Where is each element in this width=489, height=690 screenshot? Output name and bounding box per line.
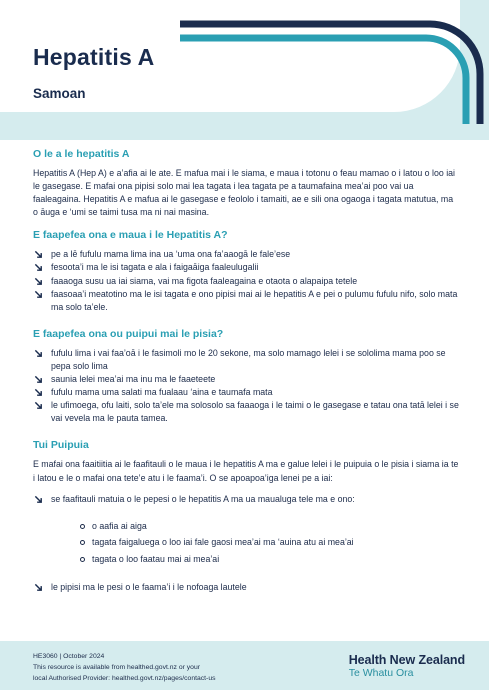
- brand-english: Health New Zealand: [348, 653, 465, 667]
- list-item: se faafitauli matuia o le pepesi o le hepatitis A ma ua maualuga tele ma e ono:: [33, 493, 459, 506]
- list-item: saunia lelei mea’ai ma inu ma le faaeteete: [33, 373, 459, 386]
- page-title: Hepatitis A: [33, 44, 155, 70]
- arrow-bullet-icon: [34, 349, 43, 358]
- section-heading: E faapefea ona ou puipui mai le pisia?: [33, 327, 224, 340]
- section-paragraph: E mafai ona faaitiitia ai le faafitauli o le maua i le hepatitis A ma e galue lelei i le puipuia o le pisia i siama ia te i latou e le o mafai ona tete’e atu i le faama’i. O se apoapoa’iga lenei pe a iai:: [33, 459, 459, 483]
- bullet-list: [33, 248, 459, 313]
- section-heading: Tui Puipuia: [33, 439, 89, 452]
- footer: [0, 641, 489, 690]
- section-paragraph: Hepatitis A (Hep A) e a’afia ai le ate. E mafua mai i le siama, e maua i totonu o feau mamao o i latou o loo iai le gasegase. E mafai ona pipisi solo mai lea tagata i lea tagata pe a taumafaina mea’ai poo vai ua faaleagaina. Hepatitis A e mafua ai le gasegase e feololo i tamaiti, ae e sili ona ogaoga i tagata matutua, ma o āuga e ‘umi se taimi tusa ma ni nai masina.: [33, 168, 455, 218]
- arrow-bullet-icon: [34, 250, 43, 259]
- arrow-bullet-icon: [34, 401, 43, 410]
- list-item: fesoota’i ma le isi tagata e ala i faigaāiga faaleulugalii: [33, 261, 459, 274]
- brand-maori: Te Whatu Ora: [348, 667, 414, 679]
- main-content: [33, 148, 459, 604]
- circle-bullet-icon: [80, 557, 85, 562]
- footer-info: [33, 651, 216, 684]
- sub-list-item: tagata faigaluega o loo iai fale gaosi mea’ai ma ‘auina atu ai mea’ai: [80, 534, 459, 551]
- list-item: fufulu lima i vai faa’oā i le fasimoli mo le 20 sekone, ma solo mamago lelei i se sololima mama poo se pepa solo lima: [33, 347, 459, 373]
- bullet-list: [33, 581, 459, 594]
- arrow-bullet-icon: [34, 375, 43, 384]
- bullet-list: [33, 493, 459, 506]
- arrow-bullet-icon: [34, 290, 43, 299]
- sub-bullet-list: [80, 518, 459, 568]
- header-banner: [0, 0, 489, 140]
- arrow-bullet-icon: [34, 495, 43, 504]
- page-subtitle: Samoan: [33, 86, 86, 101]
- section-heading: O le a le hepatitis A: [33, 148, 130, 160]
- section-prevention: [33, 328, 459, 426]
- sub-list-item: o aafia ai aiga: [80, 518, 459, 535]
- circle-bullet-icon: [80, 524, 85, 529]
- section-vaccination: [33, 439, 459, 594]
- section-how-caught: [33, 229, 459, 313]
- circle-bullet-icon: [80, 540, 85, 545]
- arrow-bullet-icon: [34, 263, 43, 272]
- arrow-bullet-icon: [34, 277, 43, 286]
- arrow-bullet-icon: [34, 388, 43, 397]
- section-heading: E faapefea ona e maua i le Hepatitis A?: [33, 229, 228, 242]
- arrow-bullet-icon: [34, 583, 43, 592]
- footer-provider-link: local Authorised Provider: healthed.govt.nz/pages/contact-us: [33, 675, 216, 682]
- footer-code: HE3060 | October 2024: [33, 653, 105, 660]
- list-item: fufulu mama uma salati ma fualaau ‘aina e taumafa mata: [33, 386, 459, 399]
- health-nz-logo: [349, 653, 465, 679]
- bullet-list: [33, 347, 459, 426]
- list-item: le ufimoega, ofu laiti, solo ta’ele ma solosolo sa faaaoga i le taimi o le gasegase e tatau ona tatā lelei i se vai vevela ma le pauta tamea.: [33, 399, 459, 425]
- footer-availability: This resource is available from healthed.govt.nz or your: [33, 664, 200, 671]
- list-item: le pipisi ma le pesi o le faama’i i le nofoaga lautele: [33, 581, 459, 594]
- sub-list-item: tagata o loo faatau mai ai mea’ai: [80, 551, 459, 568]
- list-item: pe a lē fufulu mama lima ina ua ‘uma ona fa’aaogā le fale’ese: [33, 248, 459, 261]
- list-item: faaaoga susu ua iai siama, vai ma figota faaleagaina e otaota o alapaipa tetele: [33, 275, 459, 288]
- list-item: faasoaa’i meatotino ma le isi tagata e ono pipisi mai ai le hepatitis A e pei o pulumu fufulu nifo, solo mata ma solo ta’ele.: [33, 288, 459, 314]
- section-what-is: [33, 148, 459, 219]
